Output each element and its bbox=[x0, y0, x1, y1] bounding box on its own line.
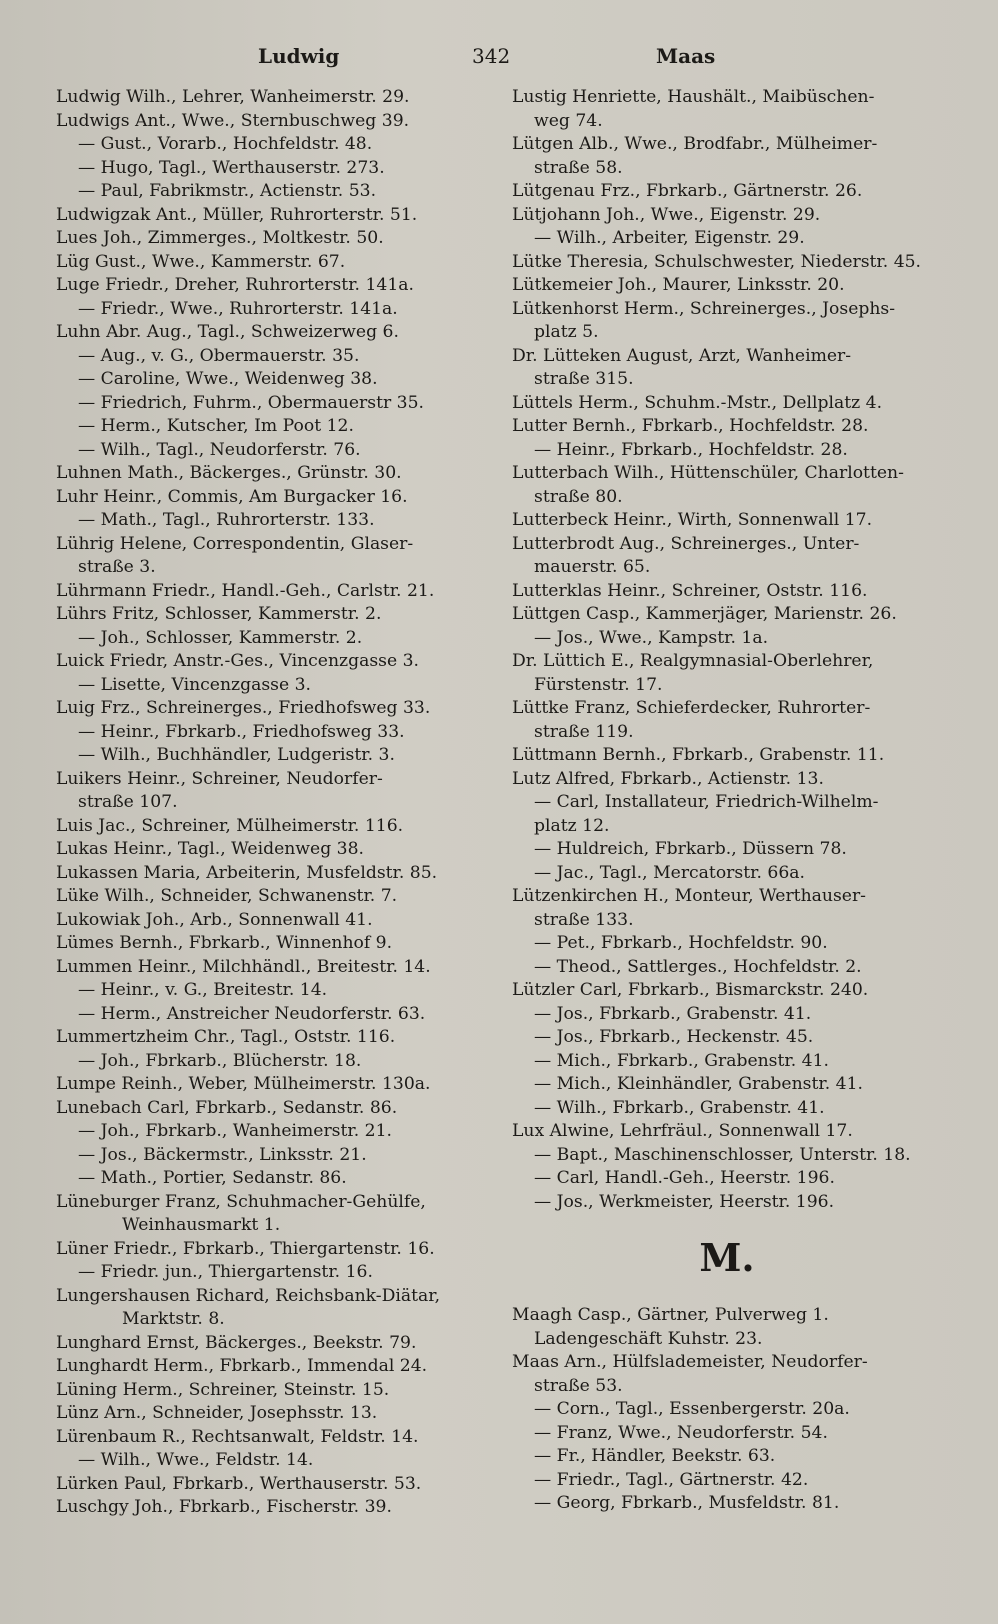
directory-entry-line: Ludwigs Ant., Wwe., Sternbuschweg 39. bbox=[56, 110, 410, 131]
directory-entry-line: Lummen Heinr., Milchhändl., Breitestr. 14. bbox=[56, 956, 431, 977]
directory-entry-line: — Wilh., Fbrkarb., Grabenstr. 41. bbox=[534, 1097, 825, 1118]
directory-entry-line: — Heinr., Fbrkarb., Hochfeldstr. 28. bbox=[534, 439, 848, 460]
directory-entry-line: Lütkenhorst Herm., Schreinerges., Josephs- bbox=[512, 298, 896, 319]
directory-entry-line: Luikers Heinr., Schreiner, Neudorfer- bbox=[56, 768, 383, 789]
page-header bbox=[40, 36, 960, 76]
directory-entry-line: Luhn Abr. Aug., Tagl., Schweizerweg 6. bbox=[56, 322, 399, 342]
directory-entry-line: — Carl, Handl.-Geh., Heerstr. 196. bbox=[534, 1168, 835, 1188]
directory-entry-line: — Friedr., Tagl., Gärtnerstr. 42. bbox=[534, 1469, 809, 1490]
directory-entry-line: straße 107. bbox=[78, 792, 178, 812]
directory-entry-line: — Caroline, Wwe., Weidenweg 38. bbox=[78, 369, 378, 389]
directory-entry-line: — Jos., Werkmeister, Heerstr. 196. bbox=[534, 1191, 835, 1212]
directory-entry-line: Lüttgen Casp., Kammerjäger, Marienstr. 26. bbox=[512, 604, 897, 624]
directory-entry-line: — Joh., Schlosser, Kammerstr. 2. bbox=[78, 627, 363, 648]
directory-entry-line: — Aug., v. G., Obermauerstr. 35. bbox=[78, 345, 360, 366]
directory-entry-line: — Wilh., Tagl., Neudorferstr. 76. bbox=[78, 439, 361, 460]
directory-entry-line: Lüg Gust., Wwe., Kammerstr. 67. bbox=[56, 251, 346, 272]
directory-entry-line: Lukas Heinr., Tagl., Weidenweg 38. bbox=[56, 839, 364, 859]
directory-entry-line: — Bapt., Maschinenschlosser, Unterstr. 18. bbox=[534, 1144, 911, 1165]
directory-entry-line: — Huldreich, Fbrkarb., Düssern 78. bbox=[534, 839, 847, 859]
directory-entry-line: straße 3. bbox=[78, 557, 156, 577]
directory-entry-line: Dr. Lüttich E., Realgymnasial-Oberlehrer, bbox=[512, 651, 874, 671]
directory-entry-line: Lutterbrodt Aug., Schreinerges., Unter- bbox=[512, 533, 860, 554]
directory-entry-line: Maas Arn., Hülfslademeister, Neudorfer- bbox=[512, 1352, 868, 1372]
directory-entry-line: platz 5. bbox=[534, 322, 599, 342]
directory-entry-line: — Fr., Händler, Beekstr. 63. bbox=[534, 1446, 776, 1466]
directory-entry-line: straße 58. bbox=[534, 157, 623, 178]
section-letter: M. bbox=[699, 1235, 755, 1280]
directory-entry-line: — Hugo, Tagl., Werthauserstr. 273. bbox=[78, 157, 385, 178]
directory-entry-line: — Jos., Fbrkarb., Heckenstr. 45. bbox=[534, 1027, 814, 1047]
directory-entry-line: — Math., Portier, Sedanstr. 86. bbox=[78, 1168, 347, 1188]
directory-entry-line: Weinhausmarkt 1. bbox=[122, 1215, 281, 1235]
directory-entry-line: straße 53. bbox=[534, 1375, 623, 1396]
directory-entry-line: platz 12. bbox=[534, 815, 610, 836]
directory-entry-line: Ludwigzak Ant., Müller, Ruhrorterstr. 51. bbox=[56, 204, 418, 225]
directory-entry-line: Lukowiak Joh., Arb., Sonnenwall 41. bbox=[56, 909, 373, 930]
directory-entry-line: — Wilh., Arbeiter, Eigenstr. 29. bbox=[534, 228, 805, 248]
directory-entry-line: — Wilh., Buchhändler, Ludgeristr. 3. bbox=[78, 745, 395, 765]
directory-entry-line: straße 133. bbox=[534, 909, 634, 930]
directory-entry-line: Lux Alwine, Lehrfräul., Sonnenwall 17. bbox=[512, 1121, 853, 1141]
directory-entry-line: — Friedr., Wwe., Ruhrorterstr. 141a. bbox=[78, 298, 398, 319]
directory-entry-line: Fürstenstr. 17. bbox=[534, 674, 663, 695]
directory-entry-line: Lutterklas Heinr., Schreiner, Oststr. 116. bbox=[512, 580, 868, 601]
directory-entry-line: — Corn., Tagl., Essenbergerstr. 20a. bbox=[534, 1399, 850, 1419]
directory-entry-line: Ludwig Wilh., Lehrer, Wanheimerstr. 29. bbox=[56, 87, 410, 107]
directory-entry-line: — Friedr. jun., Thiergartenstr. 16. bbox=[78, 1262, 373, 1282]
directory-entry-line: Lüke Wilh., Schneider, Schwanenstr. 7. bbox=[56, 886, 398, 906]
directory-entry-line: Lührmann Friedr., Handl.-Geh., Carlstr. 21. bbox=[56, 580, 435, 601]
directory-entry-line: Lütgenau Frz., Fbrkarb., Gärtnerstr. 26. bbox=[512, 181, 863, 201]
directory-entry-line: Lunghardt Herm., Fbrkarb., Immendal 24. bbox=[56, 1356, 428, 1376]
directory-entry-line: Lütkemeier Joh., Maurer, Linksstr. 20. bbox=[512, 275, 845, 295]
directory-entry-line: Luhr Heinr., Commis, Am Burgacker 16. bbox=[56, 486, 408, 507]
directory-entry-line: Lungershausen Richard, Reichsbank-Diätar, bbox=[56, 1285, 441, 1306]
directory-entry-line: — Herm., Anstreicher Neudorferstr. 63. bbox=[78, 1003, 426, 1024]
directory-entry-line: Lüttke Franz, Schieferdecker, Ruhrorter- bbox=[512, 698, 871, 718]
directory-entry-line: Lütke Theresia, Schulschwester, Niederstr. 45. bbox=[512, 251, 922, 272]
directory-entry-line: — Carl, Installateur, Friedrich-Wilhelm- bbox=[534, 792, 879, 812]
directory-entry-line: — Heinr., Fbrkarb., Friedhofsweg 33. bbox=[78, 721, 405, 742]
directory-entry-line: Lutterbach Wilh., Hüttenschüler, Charlotten- bbox=[512, 463, 904, 483]
directory-entry-line: — Jos., Wwe., Kampstr. 1a. bbox=[534, 627, 769, 648]
directory-entry-line: Lünz Arn., Schneider, Josephsstr. 13. bbox=[56, 1403, 378, 1423]
directory-entry-line: Lunebach Carl, Fbrkarb., Sedanstr. 86. bbox=[56, 1097, 398, 1118]
directory-entry-line: straße 315. bbox=[534, 369, 634, 389]
directory-entry-line: Lutz Alfred, Fbrkarb., Actienstr. 13. bbox=[512, 768, 824, 789]
header-first-entry: Ludwig bbox=[258, 44, 340, 68]
directory-entry-line: — Paul, Fabrikmstr., Actienstr. 53. bbox=[78, 181, 377, 201]
directory-entry-line: Luschgy Joh., Fbrkarb., Fischerstr. 39. bbox=[56, 1497, 392, 1517]
directory-entry-line: Lummertzheim Chr., Tagl., Oststr. 116. bbox=[56, 1027, 396, 1047]
directory-entry-line: Lührs Fritz, Schlosser, Kammerstr. 2. bbox=[56, 604, 382, 624]
directory-entry-line: Lützler Carl, Fbrkarb., Bismarckstr. 240. bbox=[512, 980, 869, 1000]
directory-entry-line: Maagh Casp., Gärtner, Pulverweg 1. bbox=[512, 1305, 829, 1325]
right-column-m-entries bbox=[512, 1304, 942, 1516]
directory-entry-line: Lümes Bernh., Fbrkarb., Winnenhof 9. bbox=[56, 933, 393, 953]
directory-entry-line: — Math., Tagl., Ruhrorterstr. 133. bbox=[78, 510, 375, 530]
directory-entry-line: Luick Friedr, Anstr.-Ges., Vincenzgasse 3. bbox=[56, 651, 419, 671]
directory-entry-line: — Gust., Vorarb., Hochfeldstr. 48. bbox=[78, 134, 373, 154]
directory-entry-line: — Jos., Bäckermstr., Linksstr. 21. bbox=[78, 1144, 367, 1165]
directory-entry-line: Lüttmann Bernh., Fbrkarb., Grabenstr. 11. bbox=[512, 745, 885, 765]
directory-entry-line: Lüneburger Franz, Schuhmacher-Gehülfe, bbox=[56, 1191, 426, 1212]
directory-entry-line: Lues Joh., Zimmerges., Moltkestr. 50. bbox=[56, 228, 384, 248]
directory-entry-line: — Joh., Fbrkarb., Blücherstr. 18. bbox=[78, 1050, 362, 1071]
directory-entry-line: Lutter Bernh., Fbrkarb., Hochfeldstr. 28. bbox=[512, 416, 869, 436]
directory-entry-line: Lührig Helene, Correspondentin, Glaser- bbox=[56, 533, 414, 554]
directory-entry-line: — Mich., Kleinhändler, Grabenstr. 41. bbox=[534, 1074, 863, 1094]
directory-entry-line: — Franz, Wwe., Neudorferstr. 54. bbox=[534, 1422, 828, 1443]
directory-entry-line: Luig Frz., Schreinerges., Friedhofsweg 33. bbox=[56, 698, 431, 718]
directory-entry-line: — Georg, Fbrkarb., Musfeldstr. 81. bbox=[534, 1493, 840, 1513]
right-column bbox=[512, 86, 942, 1516]
directory-entry-line: Lumpe Reinh., Weber, Mülheimerstr. 130a. bbox=[56, 1074, 431, 1094]
directory-entry-line: — Heinr., v. G., Breitestr. 14. bbox=[78, 980, 328, 1000]
directory-entry-line: — Jos., Fbrkarb., Grabenstr. 41. bbox=[534, 1003, 812, 1024]
directory-entry-line: Luhnen Math., Bäckerges., Grünstr. 30. bbox=[56, 463, 402, 483]
directory-entry-line: Lüning Herm., Schreiner, Steinstr. 15. bbox=[56, 1379, 390, 1400]
page-number: 342 bbox=[472, 44, 511, 68]
directory-entry-line: — Herm., Kutscher, Im Poot 12. bbox=[78, 416, 354, 436]
directory-entry-line: Lukassen Maria, Arbeiterin, Musfeldstr. 85. bbox=[56, 862, 438, 883]
header-last-entry: Maas bbox=[656, 44, 716, 68]
directory-entry-line: Lutterbeck Heinr., Wirth, Sonnenwall 17. bbox=[512, 510, 873, 530]
directory-entry-line: — Theod., Sattlerges., Hochfeldstr. 2. bbox=[534, 956, 862, 977]
directory-entry-line: — Wilh., Wwe., Feldstr. 14. bbox=[78, 1450, 314, 1470]
directory-entry-line: Lützenkirchen H., Monteur, Werthauser- bbox=[512, 886, 866, 906]
directory-entry-line: weg 74. bbox=[534, 110, 603, 131]
directory-entry-line: — Pet., Fbrkarb., Hochfeldstr. 90. bbox=[534, 933, 828, 953]
directory-entry-line: Lüttels Herm., Schuhm.-Mstr., Dellplatz 4. bbox=[512, 392, 883, 413]
directory-entry-line: Lütjohann Joh., Wwe., Eigenstr. 29. bbox=[512, 204, 821, 225]
right-column-entries bbox=[512, 86, 942, 1214]
left-column bbox=[56, 86, 481, 1520]
directory-entry-line: mauerstr. 65. bbox=[534, 557, 651, 577]
directory-entry-line: Lustig Henriette, Haushält., Maibüschen- bbox=[512, 87, 875, 107]
directory-entry-line: — Lisette, Vincenzgasse 3. bbox=[78, 674, 311, 695]
directory-entry-line: Lüner Friedr., Fbrkarb., Thiergartenstr. 16. bbox=[56, 1238, 435, 1259]
directory-entry-line: — Joh., Fbrkarb., Wanheimerstr. 21. bbox=[78, 1121, 392, 1141]
directory-entry-line: Luge Friedr., Dreher, Ruhrorterstr. 141a. bbox=[56, 275, 414, 295]
directory-entry-line: Lürken Paul, Fbrkarb., Werthauserstr. 53. bbox=[56, 1473, 422, 1494]
directory-entry-line: Ladengeschäft Kuhstr. 23. bbox=[534, 1328, 763, 1349]
directory-entry-line: Lütgen Alb., Wwe., Brodfabr., Mülheimer- bbox=[512, 134, 878, 154]
directory-entry-line: Lunghard Ernst, Bäckerges., Beekstr. 79. bbox=[56, 1332, 417, 1353]
directory-entry-line: Dr. Lütteken August, Arzt, Wanheimer- bbox=[512, 345, 852, 366]
directory-entry-line: — Mich., Fbrkarb., Grabenstr. 41. bbox=[534, 1050, 829, 1071]
directory-entry-line: Luis Jac., Schreiner, Mülheimerstr. 116. bbox=[56, 815, 404, 836]
directory-entry-line: straße 80. bbox=[534, 486, 623, 507]
directory-entry-line: straße 119. bbox=[534, 721, 634, 742]
directory-entry-line: — Jac., Tagl., Mercatorstr. 66a. bbox=[534, 862, 805, 883]
directory-entry-line: Marktstr. 8. bbox=[122, 1309, 225, 1329]
directory-entry-line: — Friedrich, Fuhrm., Obermauerstr 35. bbox=[78, 392, 424, 413]
directory-entry-line: Lürenbaum R., Rechtsanwalt, Feldstr. 14. bbox=[56, 1426, 419, 1447]
